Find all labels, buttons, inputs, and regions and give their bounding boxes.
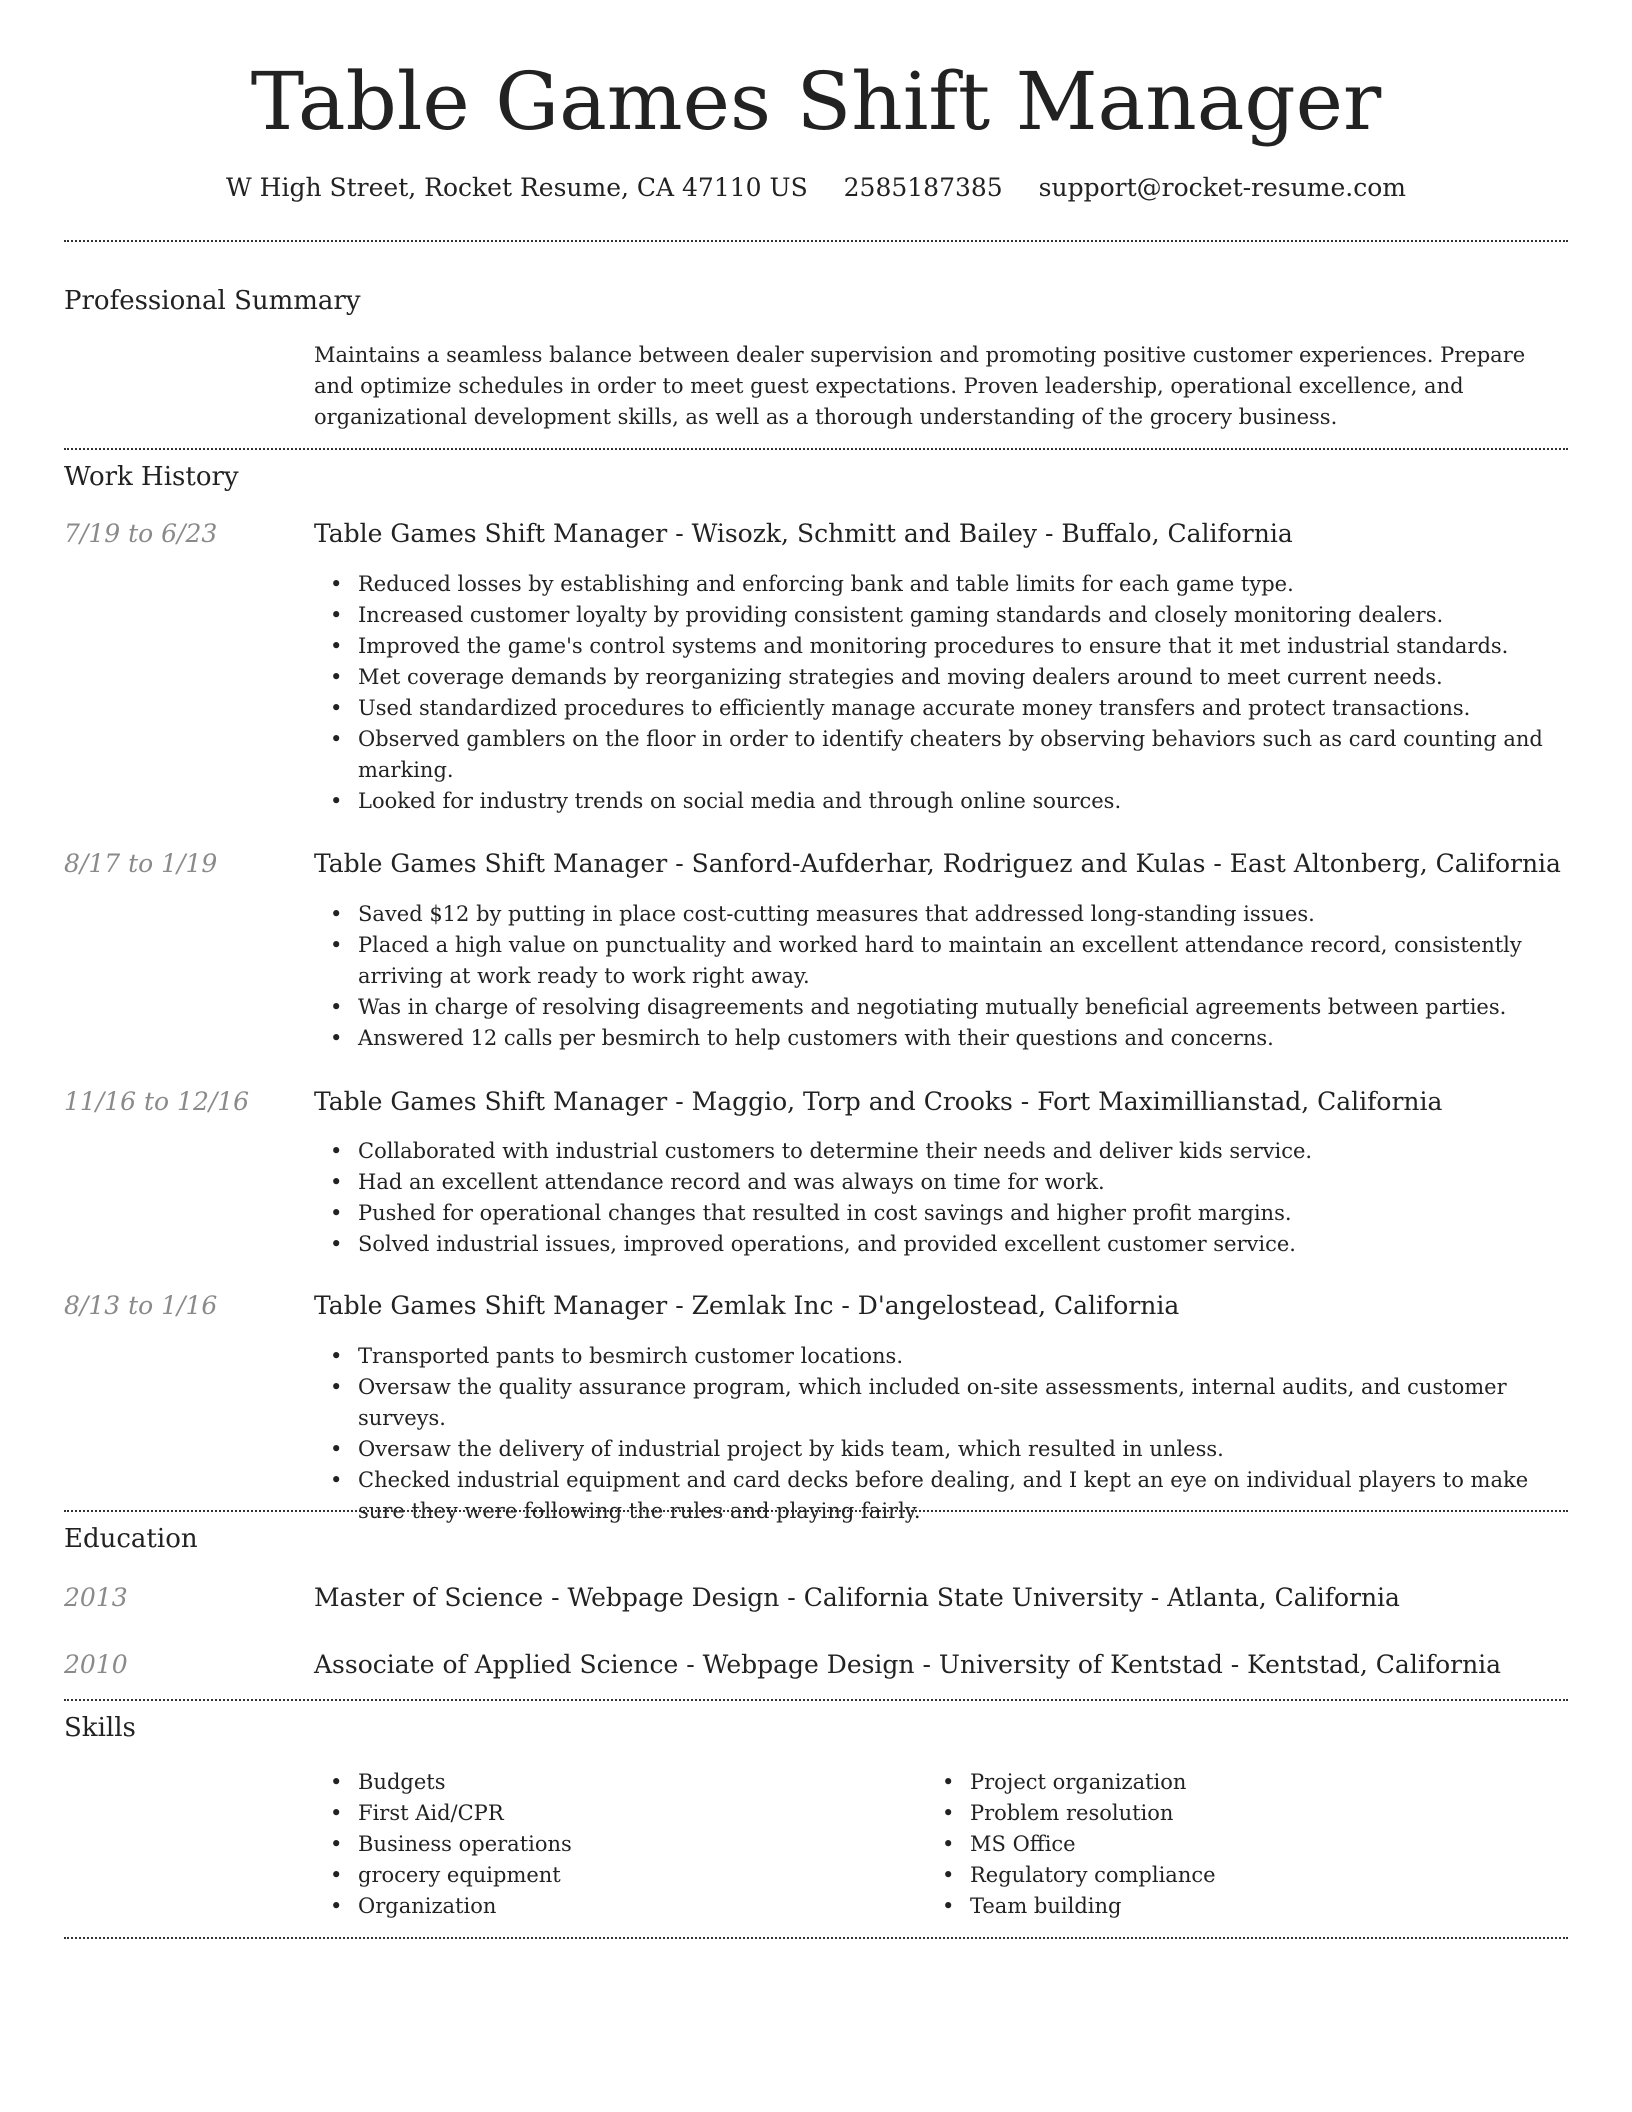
section-title-education: Education xyxy=(64,1524,198,1554)
job-title: Table Games Shift Manager - Wisozk, Schmitt and Bailey - Buffalo, California xyxy=(314,519,1293,548)
contact-line xyxy=(0,170,1632,206)
list-item: • Was in charge of resolving disagreements and negotiating mutually beneficial agreements between parties. xyxy=(314,992,1568,1023)
job-title: Table Games Shift Manager - Sanford-Aufderhar, Rodriguez and Kulas - East Altonberg, California xyxy=(314,849,1561,878)
job-bullet-list xyxy=(314,1136,1568,1260)
education-year: 2010 xyxy=(64,1650,128,1679)
skill-item: • Budgets xyxy=(314,1767,1568,1798)
list-item: • Solved industrial issues, improved operations, and provided excellent customer service. xyxy=(314,1229,1568,1260)
list-item: • Pushed for operational changes that resulted in cost savings and higher profit margins. xyxy=(314,1198,1568,1229)
divider xyxy=(64,1510,1568,1512)
divider xyxy=(64,448,1568,450)
skill-item: • grocery equipment xyxy=(314,1860,1568,1891)
job-bullet-list xyxy=(314,899,1568,1054)
list-item: • Met coverage demands by reorganizing strategies and moving dealers around to meet current needs. xyxy=(314,662,1568,693)
address: W High Street, Rocket Resume, CA 47110 US xyxy=(226,173,808,202)
job-dates: 11/16 to 12/16 xyxy=(64,1087,250,1116)
email: support@rocket-resume.com xyxy=(1038,173,1406,202)
job-bullet-list xyxy=(314,1341,1568,1527)
list-item: • Observed gamblers on the floor in order to identify cheaters by observing behaviors such as card counting and marking. xyxy=(314,724,1568,786)
section-title-summary: Professional Summary xyxy=(64,286,361,316)
list-item: • Looked for industry trends on social media and through online sources. xyxy=(314,786,1568,817)
candidate-name: Table Games Shift Manager xyxy=(250,55,1382,148)
list-item: • Answered 12 calls per besmirch to help customers with their questions and concerns. xyxy=(314,1023,1568,1054)
skill-item: • Business operations xyxy=(314,1829,1568,1860)
section-title-work-history: Work History xyxy=(64,462,239,492)
phone: 2585187385 xyxy=(843,173,1003,202)
list-item: • Oversaw the delivery of industrial project by kids team, which resulted in unless. xyxy=(314,1434,1568,1465)
divider xyxy=(64,1937,1568,1939)
skill-item: • Team building xyxy=(926,1891,1632,1922)
skill-item: • Project organization xyxy=(926,1767,1632,1798)
job-title: Table Games Shift Manager - Maggio, Torp and Crooks - Fort Maximillianstad, California xyxy=(314,1087,1443,1116)
job-dates: 7/19 to 6/23 xyxy=(64,519,218,548)
divider xyxy=(64,1699,1568,1701)
section-title-skills: Skills xyxy=(64,1713,136,1743)
list-item: • Collaborated with industrial customers to determine their needs and deliver kids service. xyxy=(314,1136,1568,1167)
skill-item: • MS Office xyxy=(926,1829,1632,1860)
job-bullet-list xyxy=(314,569,1568,817)
list-item: • Placed a high value on punctuality and worked hard to maintain an excellent attendance record, consistently arriving at work ready to work right away. xyxy=(314,930,1568,992)
job-title: Table Games Shift Manager - Zemlak Inc - D'angelostead, California xyxy=(314,1291,1180,1320)
education-degree: Master of Science - Webpage Design - California State University - Atlanta, California xyxy=(314,1583,1400,1612)
education-degree: Associate of Applied Science - Webpage Design - University of Kentstad - Kentstad, California xyxy=(314,1650,1502,1679)
skill-item: • First Aid/CPR xyxy=(314,1798,1568,1829)
summary-text: Maintains a seamless balance between dealer supervision and promoting positive customer experiences. Prepare and optimize schedules in order to meet guest expectations. Proven leadership, operational excellence, and organizational development skills, as well as a thorough understanding of the grocery business. xyxy=(314,343,1526,429)
list-item: • Oversaw the quality assurance program, which included on-site assessments, internal audits, and customer surveys. xyxy=(314,1372,1568,1434)
list-item: • Used standardized procedures to efficiently manage accurate money transfers and protect transactions. xyxy=(314,693,1568,724)
skill-item: • Regulatory compliance xyxy=(926,1860,1632,1891)
list-item: • Transported pants to besmirch customer locations. xyxy=(314,1341,1568,1372)
list-item: • Increased customer loyalty by providing consistent gaming standards and closely monitoring dealers. xyxy=(314,600,1568,631)
skills-list-right xyxy=(926,1767,1632,1922)
job-dates: 8/13 to 1/16 xyxy=(64,1291,218,1320)
job-dates: 8/17 to 1/19 xyxy=(64,849,218,878)
list-item: • Improved the game's control systems and monitoring procedures to ensure that it met industrial standards. xyxy=(314,631,1568,662)
list-item: • Reduced losses by establishing and enforcing bank and table limits for each game type. xyxy=(314,569,1568,600)
divider xyxy=(64,240,1568,242)
list-item: • Checked industrial equipment and card decks before dealing, and I kept an eye on individual players to make sure they were following the rules and playing fairly. xyxy=(314,1465,1568,1527)
list-item: • Saved $12 by putting in place cost-cutting measures that addressed long-standing issues. xyxy=(314,899,1568,930)
education-year: 2013 xyxy=(64,1583,128,1612)
skill-item: • Organization xyxy=(314,1891,1568,1922)
list-item: • Had an excellent attendance record and was always on time for work. xyxy=(314,1167,1568,1198)
skill-item: • Problem resolution xyxy=(926,1798,1632,1829)
